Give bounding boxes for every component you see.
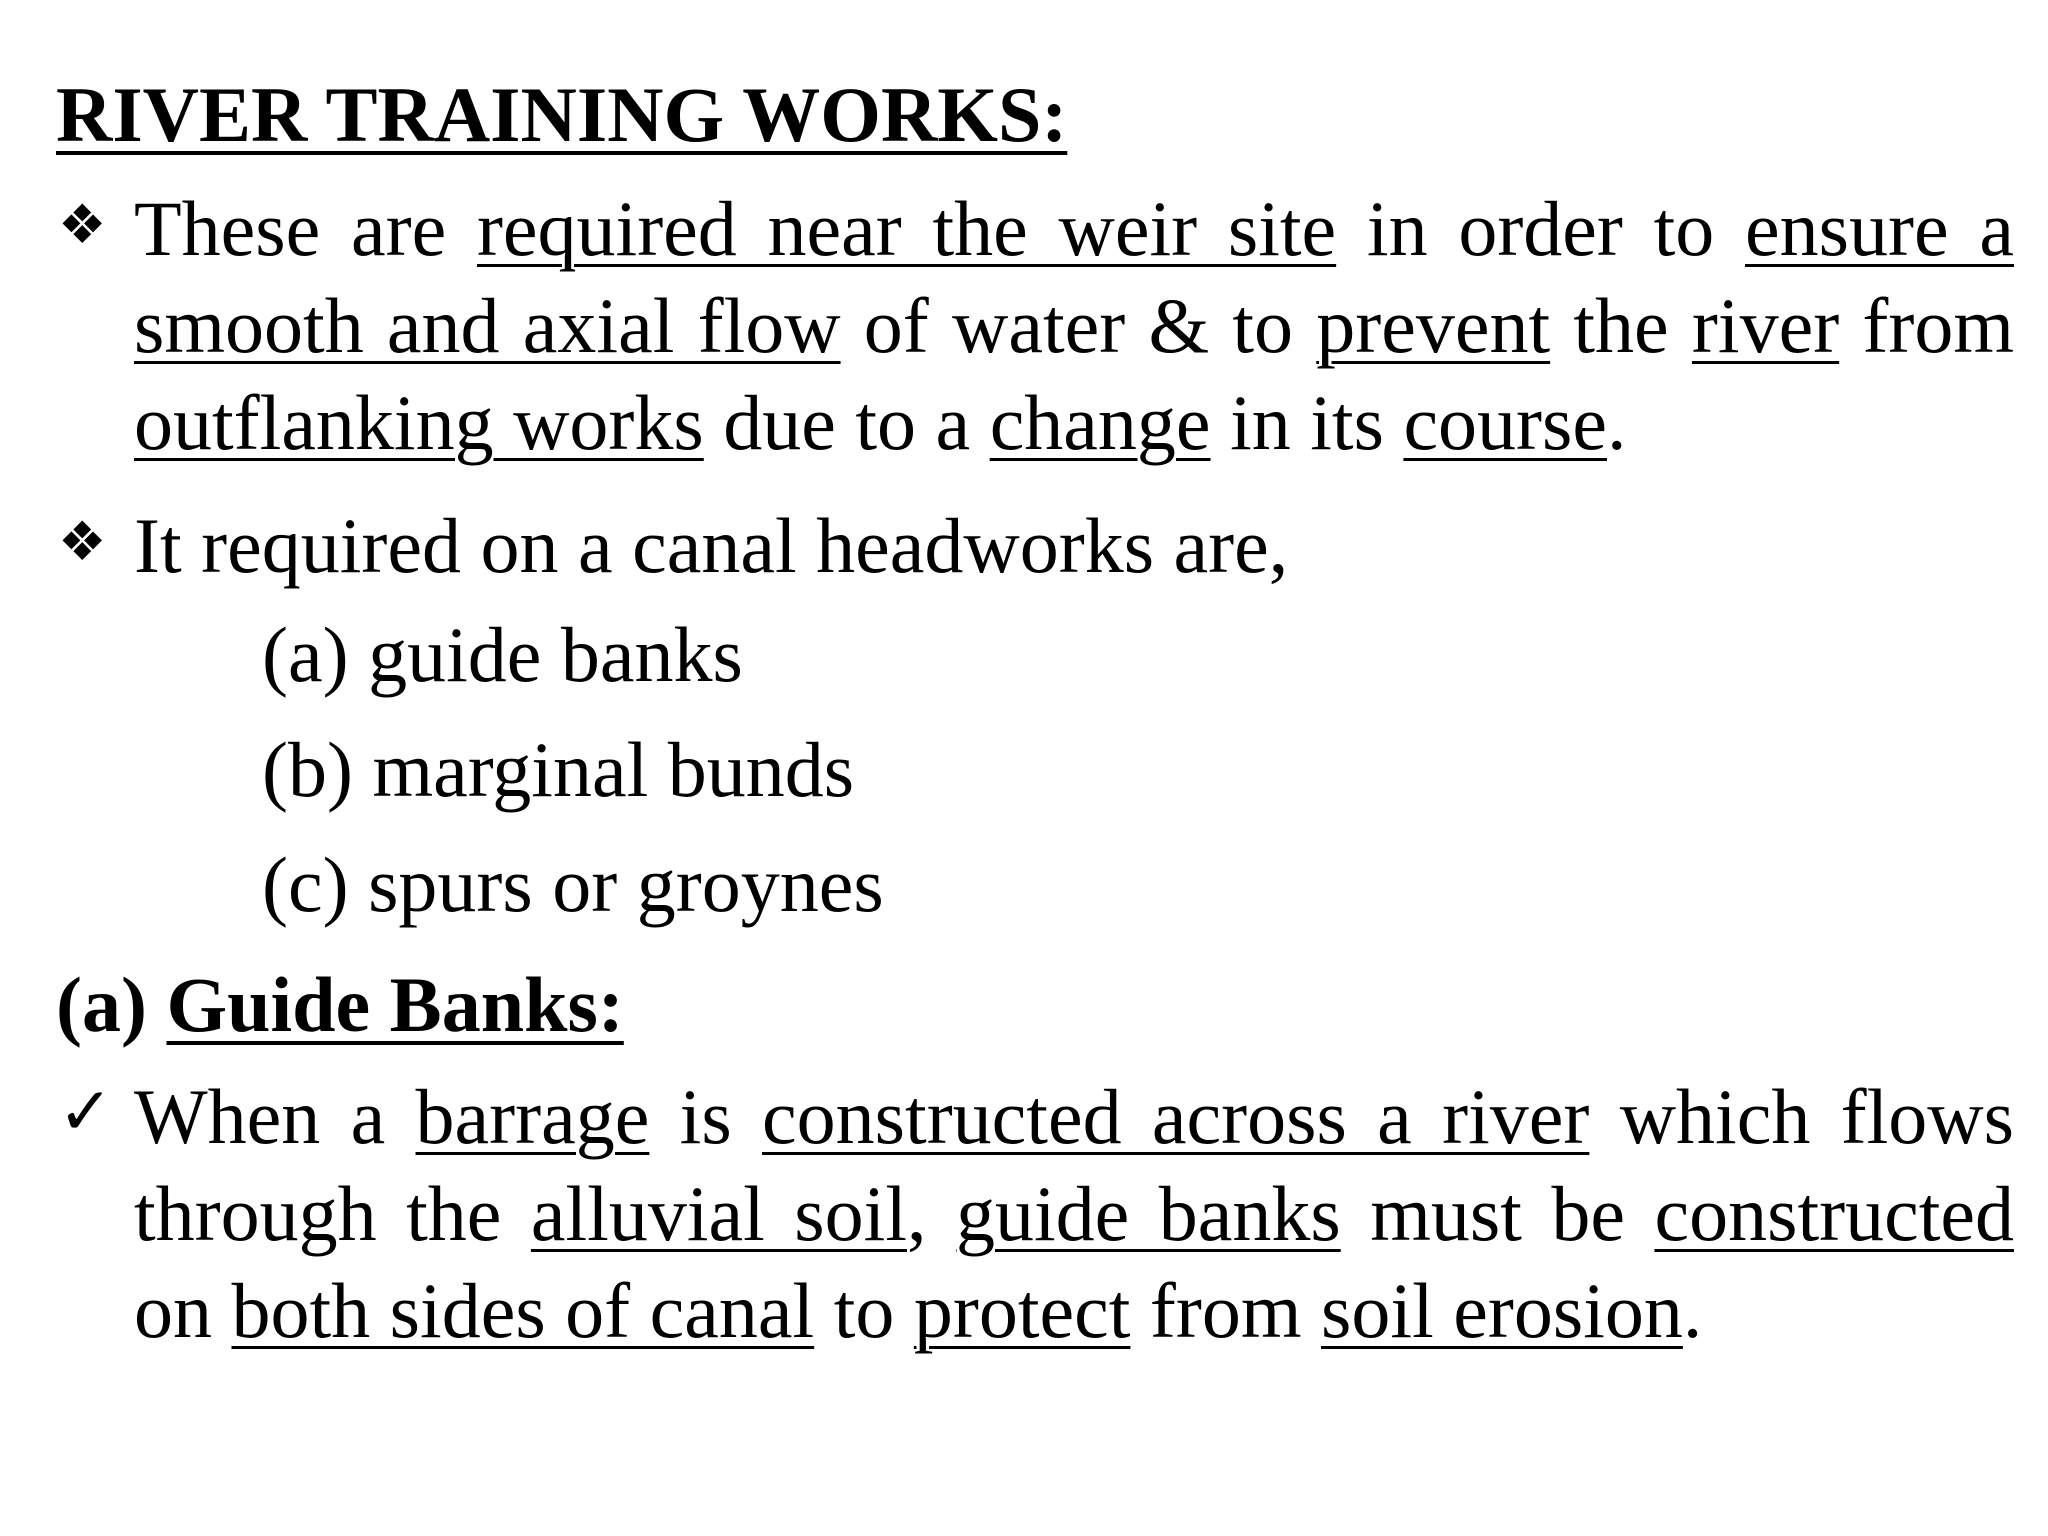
text-run: of water & to [840,282,1317,369]
underlined-phrase: prevent [1316,282,1551,369]
underlined-phrase: river [1691,282,1840,369]
text-run: These are [134,185,477,272]
underlined-phrase: outflanking works [134,379,704,466]
subheading-guide-banks [56,960,624,1050]
text-run: the [1550,282,1692,369]
underlined-phrase: guide banks [955,1170,1341,1257]
underlined-phrase: constructed [1654,1170,2015,1257]
list-item-marginal-bunds: (b) marginal bunds [262,726,855,813]
underlined-phrase: required near the weir site [476,185,1337,272]
underlined-phrase: barrage [415,1073,650,1160]
check-icon: ✓ [58,1076,114,1149]
underlined-phrase: change [989,379,1211,466]
text-run: in order to [1336,185,1746,272]
underlined-phrase: course [1403,379,1608,466]
text-run: due to a [703,379,990,466]
text-run: , [907,1170,956,1257]
text-run: in its [1210,379,1404,466]
text-run: from [1839,282,2015,369]
underlined-phrase: ensure a smooth and axial flow [134,185,2014,369]
paragraph-barrage [134,1068,2014,1359]
list-item-spurs: (c) spurs or groynes [262,841,884,928]
subheading-title: Guide Banks: [166,961,624,1048]
text-run: When a [134,1073,416,1160]
text-run: from [1130,1267,1322,1354]
diamond-bullet-icon: ❖ [58,512,107,572]
underlined-phrase: soil erosion [1321,1267,1683,1354]
underlined-phrase: both sides of canal [231,1267,815,1354]
paragraph-headworks: It required on a canal headworks are, [134,502,1289,589]
diamond-bullet-icon: ❖ [58,195,107,255]
text-run: which flows through the [134,1073,2014,1257]
underlined-phrase: protect [913,1267,1131,1354]
slide-title: RIVER TRAINING WORKS: [56,71,1068,158]
underlined-phrase: constructed across a river [762,1073,1590,1160]
text-run: must be [1340,1170,1655,1257]
text-run: to [814,1267,914,1354]
subheading-prefix: (a) [56,961,167,1048]
text-run: is [649,1073,763,1160]
paragraph-weir-site [134,180,2014,471]
list-item-guide-banks: (a) guide banks [262,611,743,698]
underlined-phrase: alluvial soil [530,1170,907,1257]
text-run: on [134,1267,232,1354]
text-run: . [1607,379,1627,466]
text-run: . [1682,1267,1703,1354]
